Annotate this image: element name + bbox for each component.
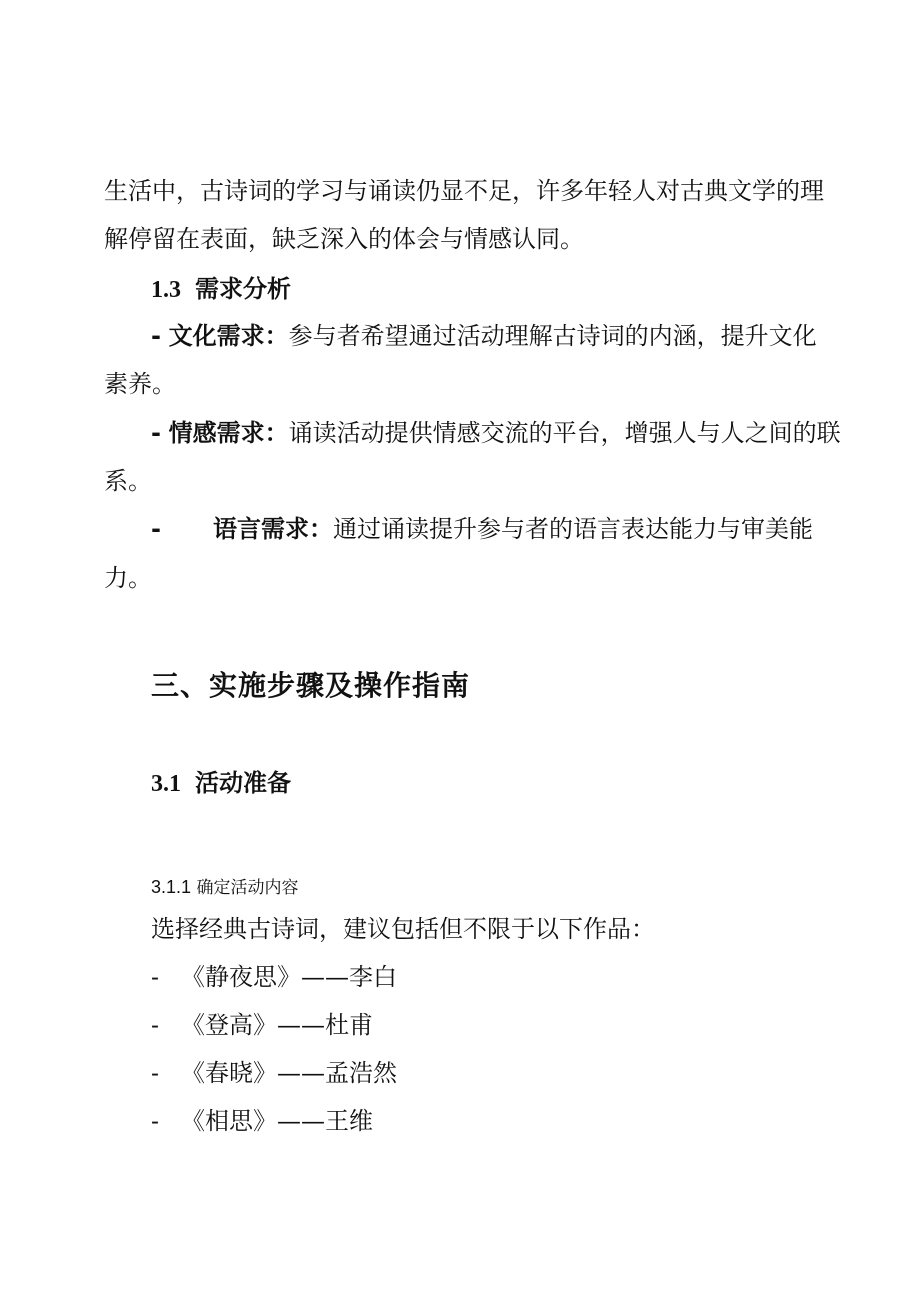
- need-item-language-cont: 力。: [104, 564, 152, 592]
- list-dash: -: [151, 964, 159, 991]
- work-item: [151, 1010, 373, 1041]
- work-item: [151, 1058, 397, 1089]
- chapter-heading-3: 三、实施步骤及操作指南: [151, 669, 471, 702]
- section-number: 1.3: [151, 277, 181, 303]
- list-dash: -: [151, 515, 161, 543]
- need-label: 文化需求：: [168, 322, 289, 350]
- need-item-language-body: [213, 514, 813, 544]
- subsection-heading-3-1-1: [151, 876, 298, 899]
- work-text: 《静夜思》——李白: [181, 963, 397, 991]
- list-dash: -: [151, 419, 161, 447]
- section-heading-3-1: [151, 768, 291, 799]
- subsection-title: 确定活动内容: [196, 878, 299, 898]
- section-title: 需求分析: [195, 275, 291, 303]
- intro-line-2: 解停留在表面，缺乏深入的体会与情感认同。: [104, 225, 584, 253]
- section-number: 3.1: [151, 771, 181, 797]
- section-title: 活动准备: [195, 769, 291, 797]
- need-label: 语言需求：: [213, 515, 333, 543]
- need-item-language: [151, 514, 161, 544]
- need-text: 通过诵读提升参与者的语言表达能力与审美能: [333, 515, 813, 543]
- list-dash: -: [151, 322, 161, 350]
- work-text: 《登高》——杜甫: [181, 1011, 373, 1039]
- works-intro: 选择经典古诗词，建议包括但不限于以下作品：: [151, 915, 655, 943]
- subsection-number: 3.1.1: [151, 877, 192, 897]
- need-label: 情感需求：: [168, 419, 289, 447]
- need-item-culture-cont: 素养。: [104, 370, 176, 398]
- need-text: 参与者希望通过活动理解古诗词的内涵，提升文化: [288, 322, 817, 350]
- work-text: 《春晓》——孟浩然: [181, 1059, 397, 1087]
- need-item-emotion: [151, 418, 841, 448]
- intro-line-1: 生活中，古诗词的学习与诵读仍显不足，许多年轻人对古典文学的理: [104, 177, 824, 205]
- work-text: 《相思》——王维: [181, 1107, 373, 1135]
- need-item-culture: [151, 321, 817, 351]
- list-dash: -: [151, 1108, 159, 1135]
- list-dash: -: [151, 1012, 159, 1039]
- need-item-emotion-cont: 系。: [104, 467, 152, 495]
- section-heading-1-3: [151, 274, 291, 305]
- work-item: [151, 1106, 373, 1137]
- list-dash: -: [151, 1060, 159, 1087]
- work-item: [151, 962, 397, 993]
- need-text: 诵读活动提供情感交流的平台，增强人与人之间的联: [288, 419, 841, 447]
